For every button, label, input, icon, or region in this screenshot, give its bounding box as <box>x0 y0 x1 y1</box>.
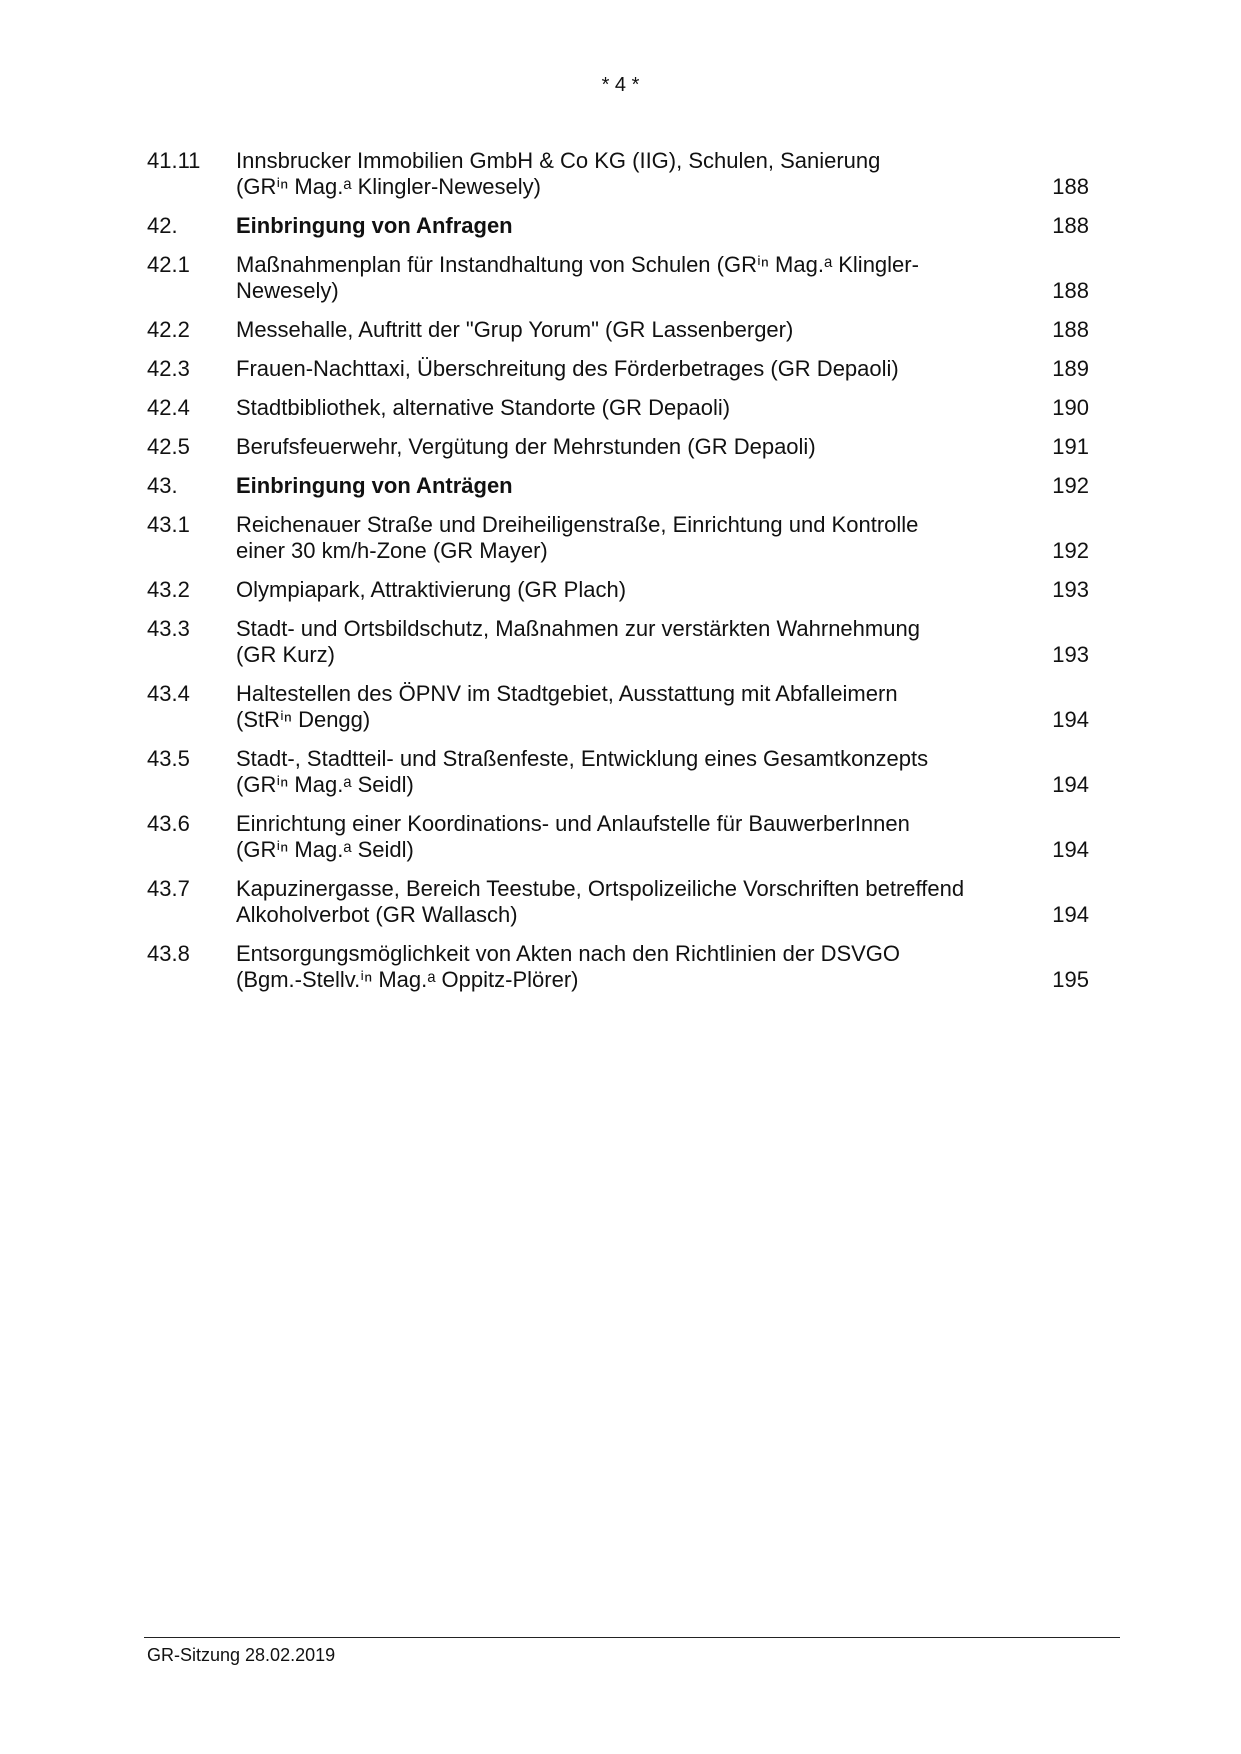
entry-title-line: Haltestellen des ÖPNV im Stadtgebiet, Ausstattung mit Abfalleimern <box>236 681 898 706</box>
entry-title <box>236 317 999 343</box>
entry-title-line: Innsbrucker Immobilien GmbH & Co KG (IIG), Schulen, Sanierung <box>236 148 881 173</box>
entry-title <box>236 616 999 668</box>
entry-title <box>236 213 999 239</box>
entry-number: 43.5 <box>147 746 190 771</box>
toc-entry <box>147 356 1089 382</box>
entry-page-number: 189 <box>1052 356 1089 381</box>
toc-entry <box>147 811 1089 863</box>
entry-number: 42.4 <box>147 395 190 420</box>
entry-title-line: (GRⁱⁿ Mag.ᵃ Klingler-Newesely) <box>236 174 541 199</box>
entry-page-number: 192 <box>1052 473 1089 498</box>
entry-page-number: 188 <box>1052 317 1089 342</box>
entry-page-number: 190 <box>1052 395 1089 420</box>
entry-page-number: 193 <box>1052 642 1089 667</box>
entry-title <box>236 148 999 200</box>
entry-title-line: Reichenauer Straße und Dreiheiligenstraße, Einrichtung und Kontrolle <box>236 512 919 537</box>
toc-entry <box>147 876 1089 928</box>
entry-title-line: Maßnahmenplan für Instandhaltung von Schulen (GRⁱⁿ Mag.ᵃ Klingler- <box>236 252 919 277</box>
toc-entry <box>147 317 1089 343</box>
entry-page-number: 194 <box>1052 772 1089 797</box>
entry-title-line: Olympiapark, Attraktivierung (GR Plach) <box>236 577 627 602</box>
entry-title-line: (GR Kurz) <box>236 642 335 667</box>
entry-page-number: 188 <box>1052 174 1089 199</box>
entry-title <box>236 941 999 993</box>
page-number: * 4 * <box>601 74 640 96</box>
entry-page-number: 193 <box>1052 577 1089 602</box>
entry-number: 42.3 <box>147 356 190 381</box>
entry-title-line: Einrichtung einer Koordinations- und Anlaufstelle für BauwerberInnen <box>236 811 910 836</box>
entry-title-line: Entsorgungsmöglichkeit von Akten nach den Richtlinien der DSVGO <box>236 941 901 966</box>
toc-entry <box>147 434 1089 460</box>
entry-page-number: 194 <box>1052 707 1089 732</box>
entry-title <box>236 395 999 421</box>
toc-entry <box>147 746 1089 798</box>
toc-entry <box>147 395 1089 421</box>
entry-page-number: 188 <box>1052 278 1089 303</box>
entry-title-line: Messehalle, Auftritt der "Grup Yorum" (GR Lassenberger) <box>236 317 794 342</box>
entry-page-number: 194 <box>1052 837 1089 862</box>
toc-entry <box>147 681 1089 733</box>
entry-title-line: Einbringung von Anträgen <box>236 473 513 498</box>
entry-title <box>236 811 999 863</box>
entry-title-line: (GRⁱⁿ Mag.ᵃ Seidl) <box>236 772 414 797</box>
toc-section-heading <box>147 473 1089 499</box>
entry-number: 42.1 <box>147 252 190 277</box>
entry-number: 42. <box>147 213 178 238</box>
entry-title-line: Stadt- und Ortsbildschutz, Maßnahmen zur verstärkten Wahrnehmung <box>236 616 920 641</box>
entry-title-line: Kapuzinergasse, Bereich Teestube, Ortspolizeiliche Vorschriften betreffend <box>236 876 965 901</box>
entry-title-line: Alkoholverbot (GR Wallasch) <box>236 902 518 927</box>
entry-number: 43.6 <box>147 811 190 836</box>
entry-page-number: 195 <box>1052 967 1089 992</box>
entry-title <box>236 746 999 798</box>
entry-title-line: (Bgm.-Stellv.ⁱⁿ Mag.ᵃ Oppitz-Plörer) <box>236 967 579 992</box>
entry-title-line: Stadt-, Stadtteil- und Straßenfeste, Entwicklung eines Gesamtkonzepts <box>236 746 929 771</box>
entry-number: 43.2 <box>147 577 190 602</box>
entry-page-number: 192 <box>1052 538 1089 563</box>
entry-title <box>236 512 999 564</box>
entry-page-number: 188 <box>1052 213 1089 238</box>
entry-number: 43.3 <box>147 616 190 641</box>
entry-title <box>236 577 999 603</box>
toc-entry <box>147 941 1089 993</box>
entry-title <box>236 876 999 928</box>
entry-title-line: Stadtbibliothek, alternative Standorte (GR Depaoli) <box>236 395 731 420</box>
entry-title-line: einer 30 km/h-Zone (GR Mayer) <box>236 538 548 563</box>
entry-title <box>236 356 999 382</box>
toc-entry <box>147 512 1089 564</box>
footer-session-date: GR-Sitzung 28.02.2019 <box>147 1645 336 1665</box>
footer-divider <box>144 1637 1120 1638</box>
toc-entry <box>147 577 1089 603</box>
entry-number: 42.2 <box>147 317 190 342</box>
entry-title <box>236 681 999 733</box>
entry-number: 43.1 <box>147 512 190 537</box>
entry-number: 43. <box>147 473 178 498</box>
toc-section-heading <box>147 213 1089 239</box>
toc-entry <box>147 148 1089 200</box>
entry-page-number: 194 <box>1052 902 1089 927</box>
toc-entry <box>147 616 1089 668</box>
entry-number: 43.4 <box>147 681 190 706</box>
entry-title-line: Newesely) <box>236 278 339 303</box>
entry-title-line: Berufsfeuerwehr, Vergütung der Mehrstunden (GR Depaoli) <box>236 434 816 459</box>
entry-page-number: 191 <box>1052 434 1089 459</box>
table-of-contents <box>147 148 1089 1006</box>
entry-number: 43.8 <box>147 941 190 966</box>
entry-number: 41.11 <box>147 148 201 173</box>
entry-title <box>236 252 999 304</box>
entry-title <box>236 473 999 499</box>
entry-title-line: (StRⁱⁿ Dengg) <box>236 707 371 732</box>
entry-number: 42.5 <box>147 434 190 459</box>
entry-title <box>236 434 999 460</box>
entry-title-line: Frauen-Nachttaxi, Überschreitung des Förderbetrages (GR Depaoli) <box>236 356 899 381</box>
toc-entry <box>147 252 1089 304</box>
entry-number: 43.7 <box>147 876 190 901</box>
entry-title-line: Einbringung von Anfragen <box>236 213 513 238</box>
entry-title-line: (GRⁱⁿ Mag.ᵃ Seidl) <box>236 837 414 862</box>
